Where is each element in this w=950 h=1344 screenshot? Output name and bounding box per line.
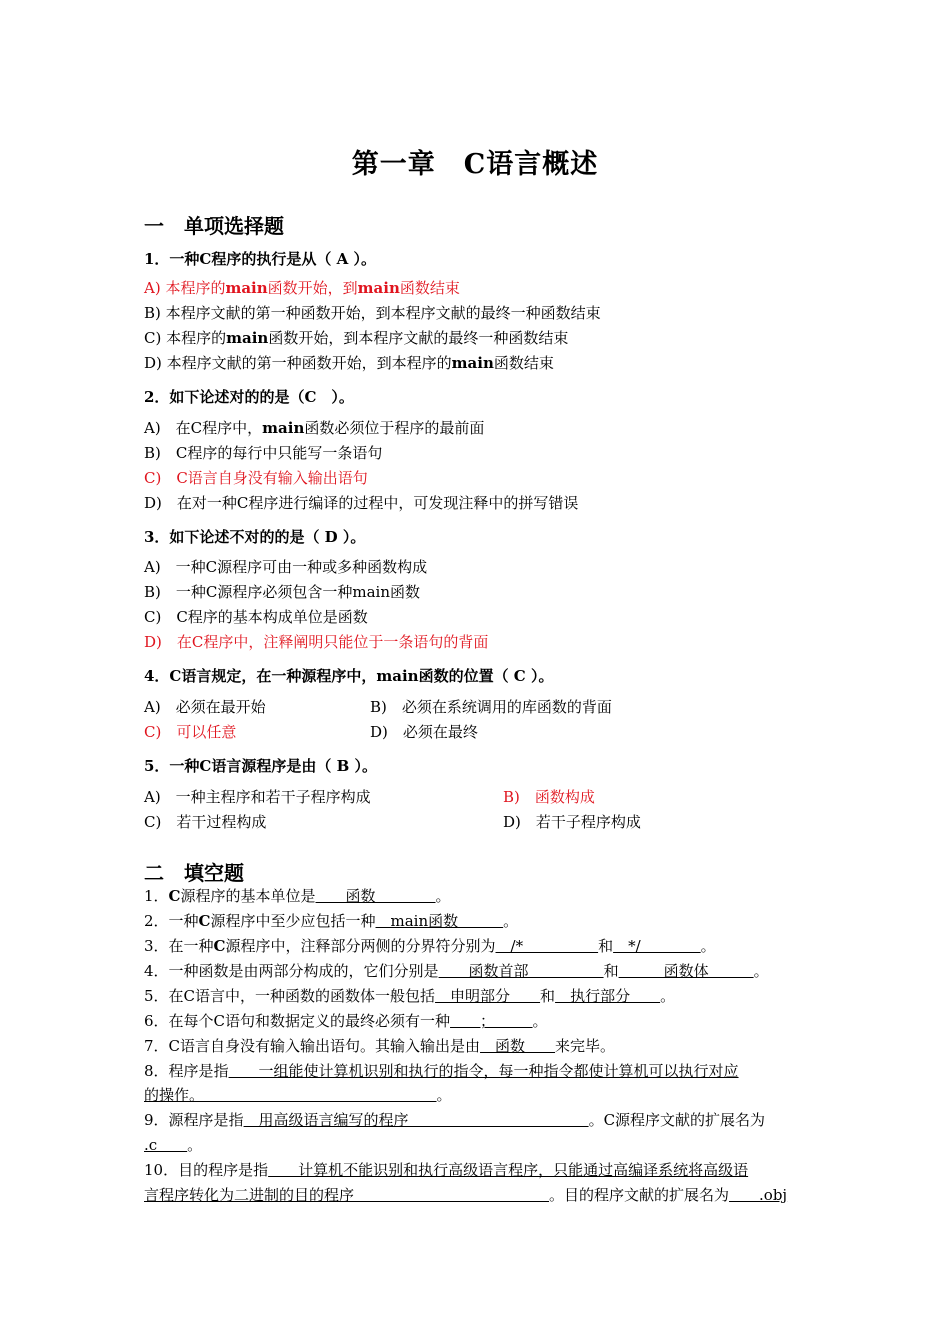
q2-option-d: D) 在对一种C程序进行编译的过程中，可发现注释中的拼写错误 [144, 494, 579, 512]
question-5: 5．一种C语言源程序是由（ B ）。 [144, 757, 377, 775]
q5-option-b: B) 函数构成 [503, 788, 595, 806]
q4-option-d: D) 必须在最终 [370, 723, 478, 741]
q2-option-b: B) C程序的每行中只能写一条语句 [144, 444, 383, 462]
fill-7: 7．C语言自身没有输入输出语句。其输入输出是由 函数 来完毕。 [144, 1037, 616, 1055]
q4-option-c: C) 可以任意 [144, 723, 237, 741]
answer-blank: 计算机不能识别和执行高级语言程序，只能通过高编译系统将高级语 [268, 1161, 749, 1179]
answer-blank: .obj [729, 1186, 788, 1204]
q1-option-d: D) 本程序文献的第一种函数开始，到本程序的main函数结束 [144, 354, 554, 372]
q3-option-a: A) 一种C源程序可由一种或多种函数构成 [144, 558, 428, 576]
q4-option-b: B) 必须在系统调用的库函数的背面 [370, 698, 612, 716]
fill-9-line-1: 9．源程序是指 用高级语言编写的程序 。C源程序文献的扩展名为 [144, 1111, 766, 1129]
q5-option-a: A) 一种主程序和若干子程序构成 [144, 788, 371, 806]
answer-blank: 用高级语言编写的程序 [243, 1111, 589, 1129]
section-heading-choice: 一 单项选择题 [144, 214, 284, 238]
answer-blank: 一组能使计算机识别和执行的指令，每一种指令都使计算机可以执行对应 [228, 1062, 739, 1080]
answer-blank: 申明部分 [435, 987, 541, 1005]
fill-3: 3．在一种C源程序中，注释部分两侧的分界符分别为 /* 和 */ 。 [144, 937, 716, 955]
q5-option-c: C) 若干过程构成 [144, 813, 267, 831]
answer-blank: 函数体 [618, 962, 754, 980]
answer-blank: main函数 [375, 912, 504, 930]
fill-10-line-2: 言程序转化为二进制的目的程序 。目的程序文献的扩展名为 .obj [144, 1186, 788, 1204]
fill-1: 1．C源程序的基本单位是 函数 。 [144, 887, 451, 905]
answer-blank: 函数 [315, 887, 436, 905]
fill-2: 2．一种C源程序中至少应包括一种 main函数 。 [144, 912, 519, 930]
answer-blank: 函数首部 [438, 962, 604, 980]
answer-blank: 执行部分 [555, 987, 661, 1005]
question-4: 4．C语言规定，在一种源程序中，main函数的位置（ C ）。 [144, 667, 554, 685]
answer-blank: ； [450, 1012, 533, 1030]
q1-option-b: B) 本程序文献的第一种函数开始，到本程序文献的最终一种函数结束 [144, 304, 601, 322]
answer-blank: .c [144, 1136, 188, 1154]
q2-option-c: C) C语言自身没有输入输出语句 [144, 469, 368, 487]
question-2: 2．如下论述对的的是（C ）。 [144, 388, 354, 406]
fill-5: 5．在C语言中，一种函数的函数体一般包括 申明部分 和 执行部分 。 [144, 987, 676, 1005]
answer-blank: */ [613, 937, 701, 955]
q4-option-a: A) 必须在最开始 [144, 698, 266, 716]
answer-blank: 言程序转化为二进制的目的程序 [144, 1186, 550, 1204]
question-1: 1．一种C程序的执行是从（ A ）。 [144, 250, 376, 268]
q3-option-d: D) 在C程序中，注释阐明只能位于一条语句的背面 [144, 633, 489, 651]
q5-option-d: D) 若干子程序构成 [503, 813, 641, 831]
fill-10-line-1: 10．目的程序是指 计算机不能识别和执行高级语言程序，只能通过高编译系统将高级语 [144, 1161, 749, 1179]
section-heading-fill: 二 填空题 [144, 861, 244, 885]
fill-8-line-2: 的操作。 。 [144, 1086, 452, 1104]
q1-option-a: A) 本程序的main函数开始，到main函数结束 [144, 279, 460, 297]
chapter-title: 第一章 C语言概述 [351, 149, 599, 180]
answer-blank: 函数 [480, 1037, 556, 1055]
answer-blank: /* [495, 937, 599, 955]
fill-8-line-1: 8．程序是指 一组能使计算机识别和执行的指令，每一种指令都使计算机可以执行对应 [144, 1062, 739, 1080]
fill-6: 6．在每个C语句和数据定义的最终必须有一种 ； 。 [144, 1012, 548, 1030]
answer-blank: 的操作。 [144, 1086, 437, 1104]
q1-option-c: C) 本程序的main函数开始，到本程序文献的最终一种函数结束 [144, 329, 569, 347]
q3-option-c: C) C程序的基本构成单位是函数 [144, 608, 368, 626]
q2-option-a: A) 在C程序中，main函数必须位于程序的最前面 [144, 419, 485, 437]
fill-9-line-2: .c 。 [144, 1136, 203, 1154]
question-3: 3．如下论述不对的的是（ D ）。 [144, 528, 366, 546]
q3-option-b: B) 一种C源程序必须包含一种main函数 [144, 583, 420, 601]
fill-4: 4．一种函数是由两部分构成的，它们分别是 函数首部 和 函数体 。 [144, 962, 769, 980]
